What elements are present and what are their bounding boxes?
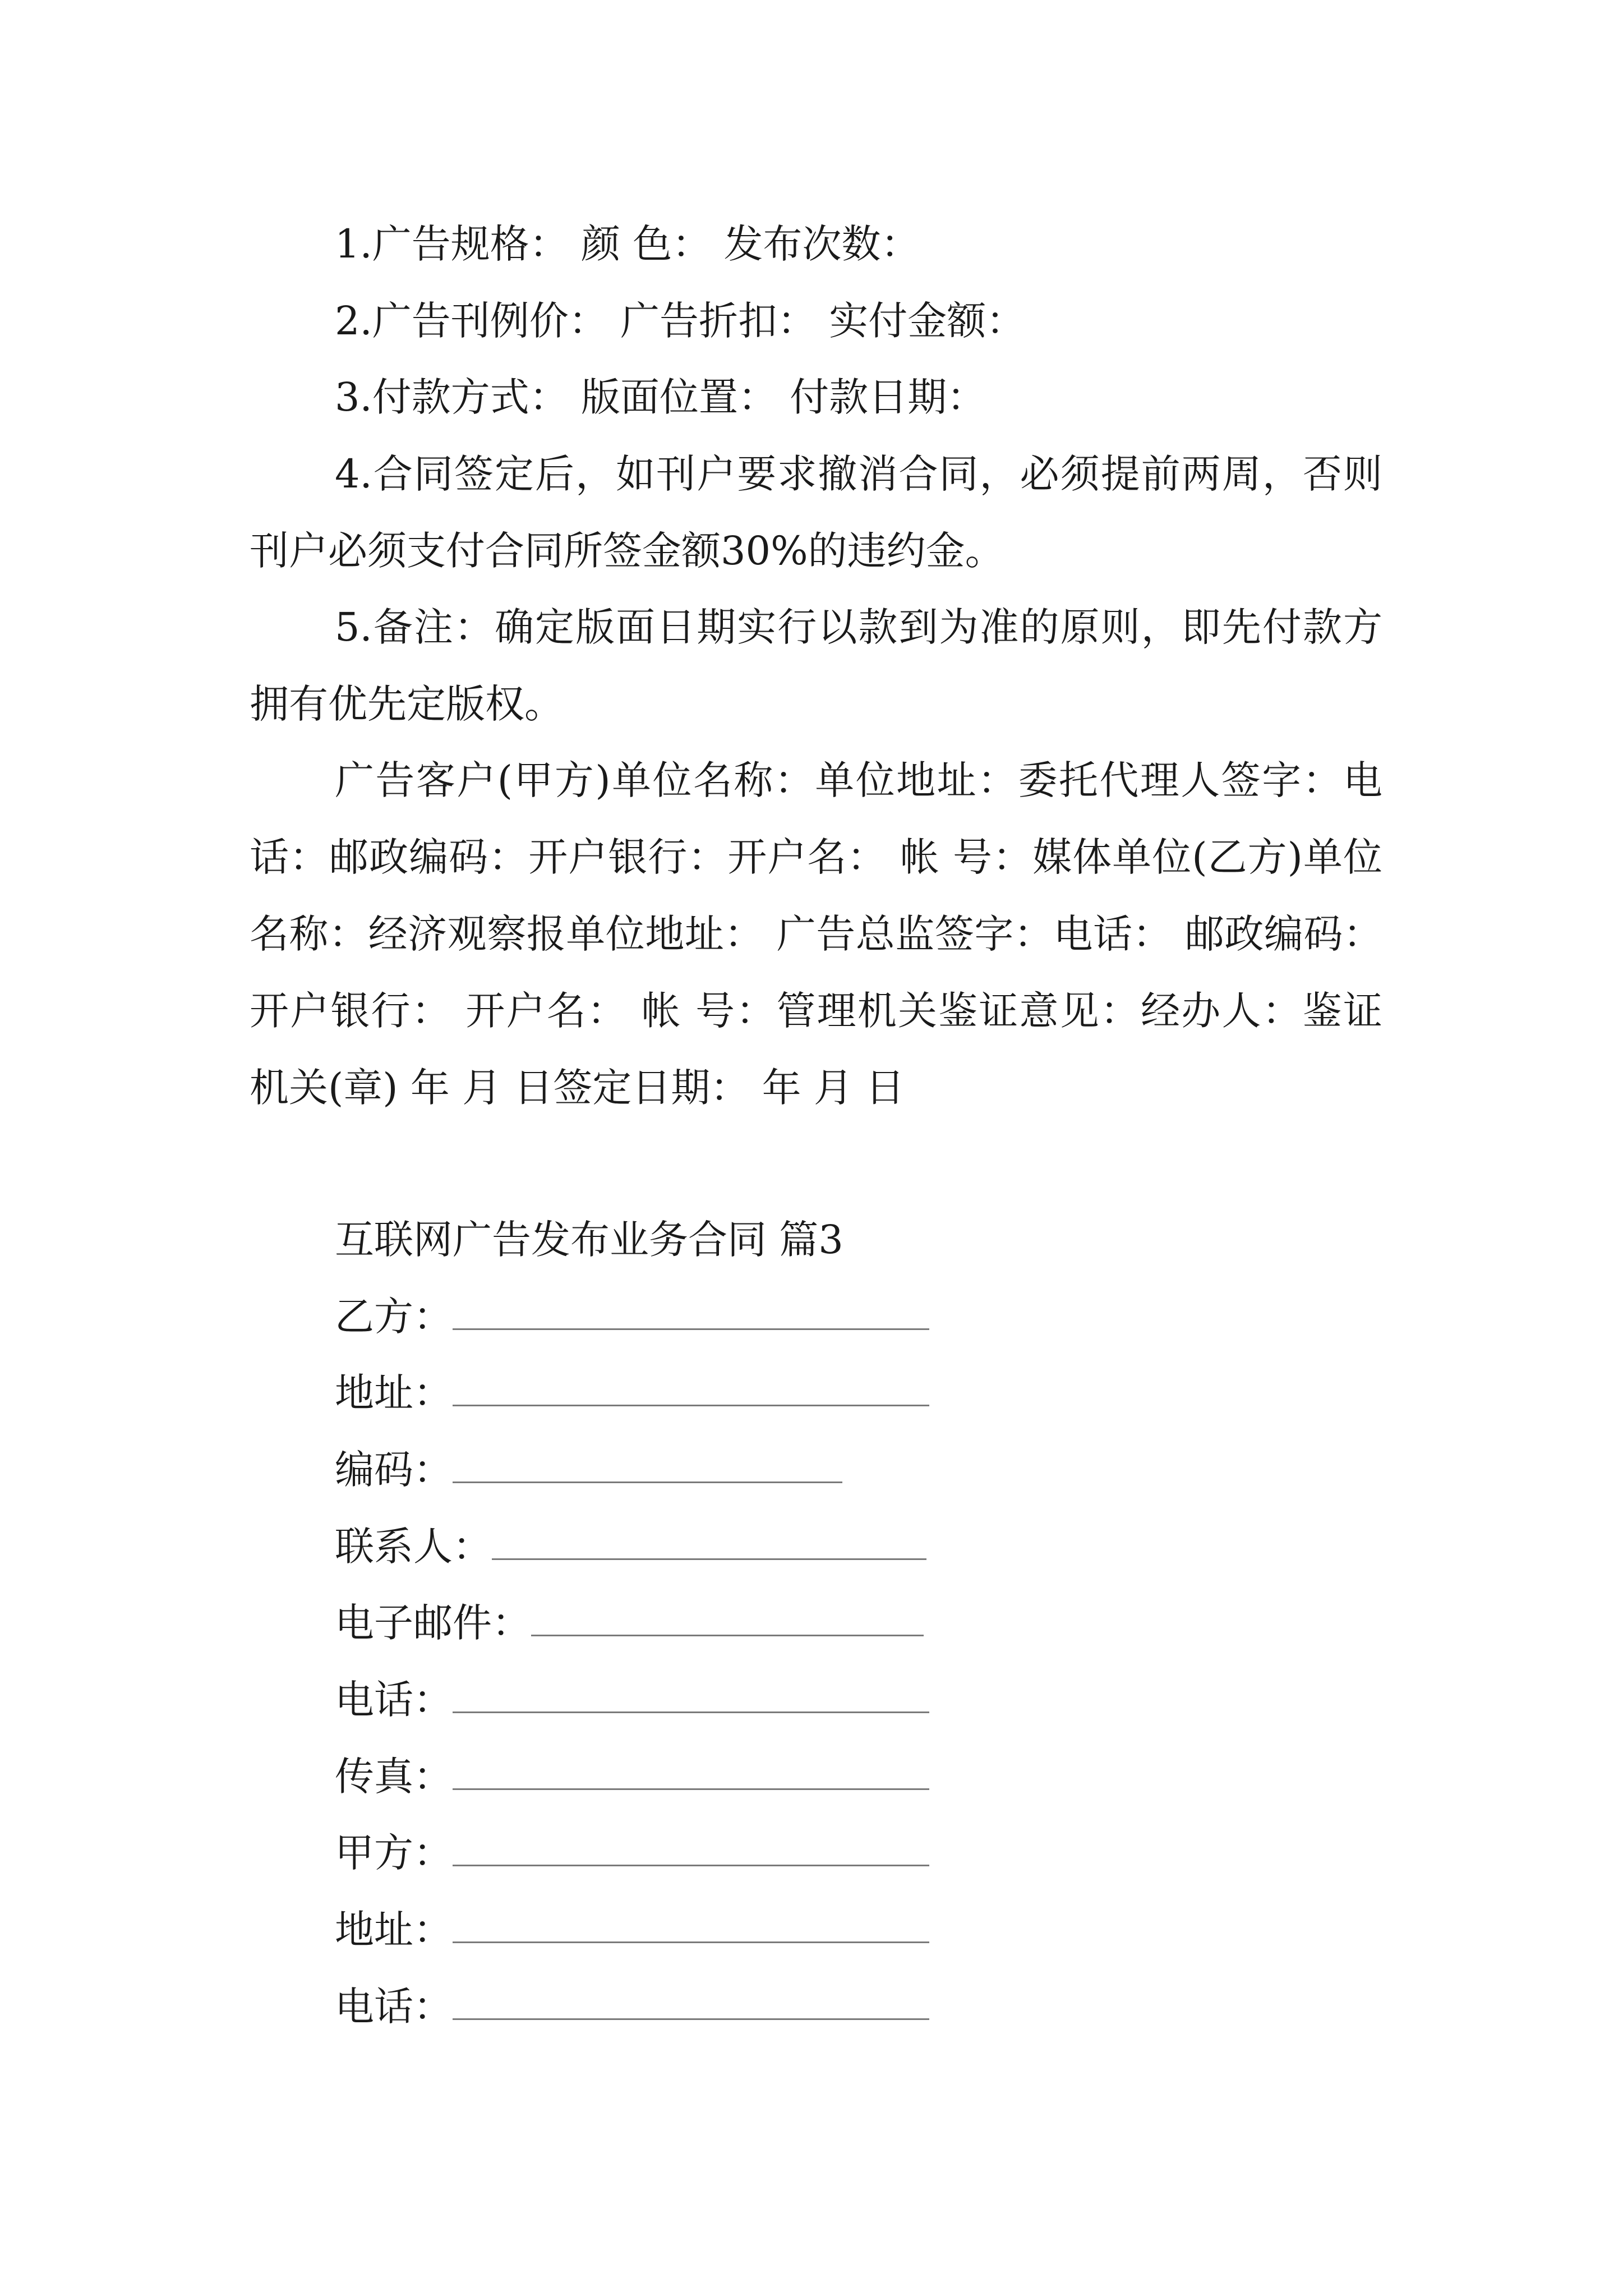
field-label: 联系人： xyxy=(335,1524,492,1570)
clause-4: 4.合同签定后，如刊户要求撤消合同，必须提前两周，否则刊户必须支付合同所签金额30%的违约金。 xyxy=(250,451,1382,574)
field-contact xyxy=(335,1508,926,1585)
field-label: 电话： xyxy=(335,1677,453,1723)
field-label: 乙方： xyxy=(335,1294,453,1340)
clause-4-block xyxy=(250,436,1382,590)
field-party-a xyxy=(335,1815,929,1892)
field-label: 编码： xyxy=(335,1447,453,1493)
field-label: 甲方： xyxy=(335,1830,453,1876)
field-phone-a xyxy=(335,1968,929,2045)
field-postcode xyxy=(335,1432,842,1508)
signature-text: 广告客户(甲方)单位名称：单位地址：委托代理人签字：电 话：邮政编码：开户银行：开户名： 帐 号：媒体单位(乙方)单位名称：经济观察报单位地址： 广告总监签字：电话： 邮政编码： 开户银行： 开户名： 帐 号：管理机关鉴证意见：经办人：鉴证机关(章) 年 月 日签定日期： 年 月 日 xyxy=(250,757,1382,1111)
field-address-a xyxy=(335,1892,929,1968)
fill-in-line xyxy=(453,1897,929,1943)
item-ad-spec: 1.广告规格： 颜 色： 发布次数： xyxy=(335,221,920,267)
clause-5-block xyxy=(250,589,1382,743)
field-fax xyxy=(335,1738,929,1815)
fill-in-line xyxy=(531,1590,924,1636)
fill-in-line xyxy=(453,1667,929,1713)
section-title: 互联网广告发布业务合同 篇3 xyxy=(335,1217,843,1263)
field-phone-b xyxy=(335,1662,929,1738)
field-party-b xyxy=(335,1278,929,1355)
field-email xyxy=(335,1585,924,1662)
field-label: 电话： xyxy=(335,1984,453,2030)
fill-in-line xyxy=(453,1283,929,1330)
field-label: 电子邮件： xyxy=(335,1600,531,1646)
field-label: 地址： xyxy=(335,1370,453,1416)
fill-in-line xyxy=(453,1743,929,1790)
item-ad-price: 2.广告刊例价： 广告折扣： 实付金额： xyxy=(335,298,1026,344)
clause-5: 5.备注：确定版面日期实行以款到为准的原则，即先付款方拥有优先定版权。 xyxy=(250,604,1382,727)
field-address-b xyxy=(335,1355,929,1432)
fill-in-line xyxy=(453,1437,842,1483)
field-label: 地址： xyxy=(335,1907,453,1953)
fill-in-line xyxy=(453,1820,929,1866)
item-payment: 3.付款方式： 版面位置： 付款日期： xyxy=(335,374,986,420)
signature-block xyxy=(250,742,1382,1126)
field-label: 传真： xyxy=(335,1754,453,1800)
fill-in-line xyxy=(453,1360,929,1406)
fill-in-line xyxy=(453,1973,929,2020)
fill-in-line xyxy=(492,1513,926,1560)
